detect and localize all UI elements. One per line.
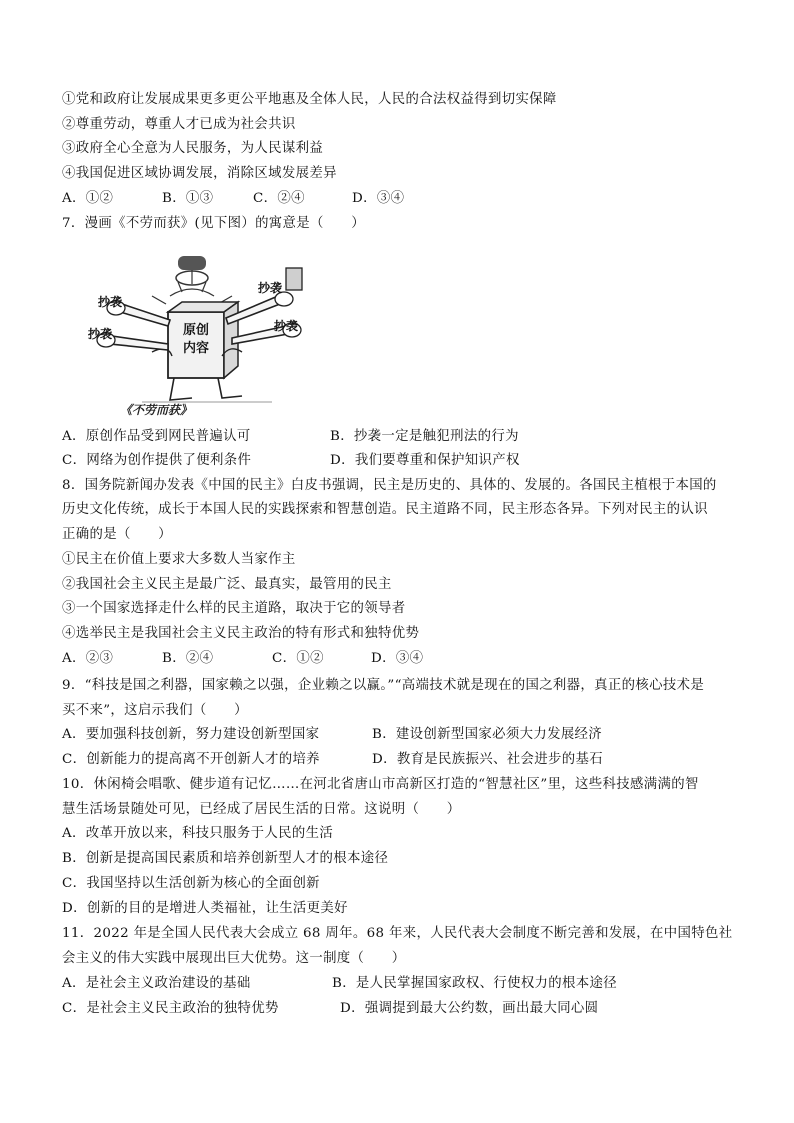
q11-option-c: C．是社会主义民主政治的独特优势 bbox=[62, 1001, 279, 1016]
cartoon-label-left-bottom: 抄袭 bbox=[88, 327, 113, 341]
q7-option-b: B．抄袭一定是触犯刑法的行为 bbox=[330, 429, 519, 444]
q6-option-c: C．②④ bbox=[253, 191, 305, 206]
q10-stem-line-2: 慧生活场景随处可见，已经成了居民生活的日常。这说明（ ） bbox=[62, 802, 461, 817]
q11-option-b: B．是人民掌握国家政权、行使权力的根本途径 bbox=[332, 976, 618, 991]
cartoon-caption: 《不劳而获》 bbox=[120, 403, 193, 417]
q8-option-c: C．①② bbox=[272, 651, 324, 666]
q11-stem-line-1: 11．2022 年是全国人民代表大会成立 68 周年。68 年来，人民代表大会制度不断完善和发展，在中国特色社 bbox=[62, 926, 733, 941]
q11-stem-line-2: 会主义的伟大实践中展现出巨大优势。这一制度（ ） bbox=[62, 951, 406, 966]
q8-stem-line-2: 历史文化传统，成长于本国人民的实践探索和智慧创造。民主道路不同，民主形态各异。下列对民主的认识 bbox=[62, 502, 708, 517]
q9-option-c: C．创新能力的提高离不开创新人才的培养 bbox=[62, 752, 320, 767]
cartoon-label-left-top: 抄袭 bbox=[98, 295, 123, 309]
cartoon-center-text-1: 原创 bbox=[182, 323, 210, 338]
cartoon-label-right-bottom: 抄袭 bbox=[274, 319, 299, 333]
q8-stem-line-3: 正确的是（ ） bbox=[62, 527, 172, 542]
q6-statement-3: ③政府全心全意为人民服务，为人民谋利益 bbox=[62, 141, 324, 156]
q6-statement-2: ②尊重劳动，尊重人才已成为社会共识 bbox=[62, 117, 296, 132]
q6-option-a: A．①② bbox=[62, 191, 114, 206]
q8-statement-1: ①民主在价值上要求大多数人当家作主 bbox=[62, 552, 296, 567]
q10-option-d: D．创新的目的是增进人类福祉，让生活更美好 bbox=[62, 901, 348, 916]
q8-statement-4: ④选举民主是我国社会主义民主政治的特有形式和独特优势 bbox=[62, 626, 420, 641]
q10-option-a: A．改革开放以来，科技只服务于人民的生活 bbox=[62, 826, 334, 841]
q6-statement-1: ①党和政府让发展成果更多更公平地惠及全体人民，人民的合法权益得到切实保障 bbox=[62, 92, 557, 107]
cartoon-center-text-2: 内容 bbox=[182, 341, 210, 356]
q9-option-b: B．建设创新型国家必须大力发展经济 bbox=[372, 727, 603, 742]
q8-statement-3: ③一个国家选择走什么样的民主道路，取决于它的领导者 bbox=[62, 601, 406, 616]
q8-statement-2: ②我国社会主义民主是最广泛、最真实，最管用的民主 bbox=[62, 577, 392, 592]
q9-option-a: A．要加强科技创新，努力建设创新型国家 bbox=[62, 727, 320, 742]
q11-option-a: A．是社会主义政治建设的基础 bbox=[62, 976, 251, 991]
q6-option-d: D．③④ bbox=[352, 191, 405, 206]
q9-stem-line-2: 买不来”，这启示我们（ ） bbox=[62, 703, 248, 718]
q6-statement-4: ④我国促进区域协调发展，消除区域发展差异 bbox=[62, 166, 337, 181]
cartoon-image bbox=[82, 252, 314, 420]
q8-stem-line-1: 8．国务院新闻办发表《中国的民主》白皮书强调，民主是历史的、具体的、发展的。各国民主植根于本国的 bbox=[62, 478, 717, 493]
cartoon-label-right-top: 抄袭 bbox=[258, 281, 283, 295]
q10-option-b: B．创新是提高国民素质和培养创新型人才的根本途径 bbox=[62, 851, 389, 866]
q10-option-c: C．我国坚持以生活创新为核心的全面创新 bbox=[62, 876, 320, 891]
q7-option-d: D．我们要尊重和保护知识产权 bbox=[330, 453, 520, 468]
q9-stem-line-1: 9．“科技是国之利器，国家赖之以强，企业赖之以赢。”“高端技术就是现在的国之利器，真正的核心技术是 bbox=[62, 678, 705, 693]
q9-option-d: D．教育是民族振兴、社会进步的基石 bbox=[372, 752, 603, 767]
q8-option-a: A．②③ bbox=[62, 651, 114, 666]
q8-option-b: B．②④ bbox=[162, 651, 214, 666]
q11-option-d: D．强调提到最大公约数，画出最大同心圆 bbox=[340, 1001, 599, 1016]
q10-stem-line-1: 10．休闲椅会唱歌、健步道有记忆……在河北省唐山市高新区打造的“智慧社区”里，这些科技感满满的智 bbox=[62, 777, 699, 792]
q7-option-a: A．原创作品受到网民普遍认可 bbox=[62, 429, 251, 444]
q7-stem: 7．漫画《不劳而获》(见下图）的寓意是（ ） bbox=[62, 216, 365, 231]
q7-option-c: C．网络为创作提供了便利条件 bbox=[62, 453, 252, 468]
q8-option-d: D．③④ bbox=[371, 651, 424, 666]
q6-option-b: B．①③ bbox=[162, 191, 214, 206]
